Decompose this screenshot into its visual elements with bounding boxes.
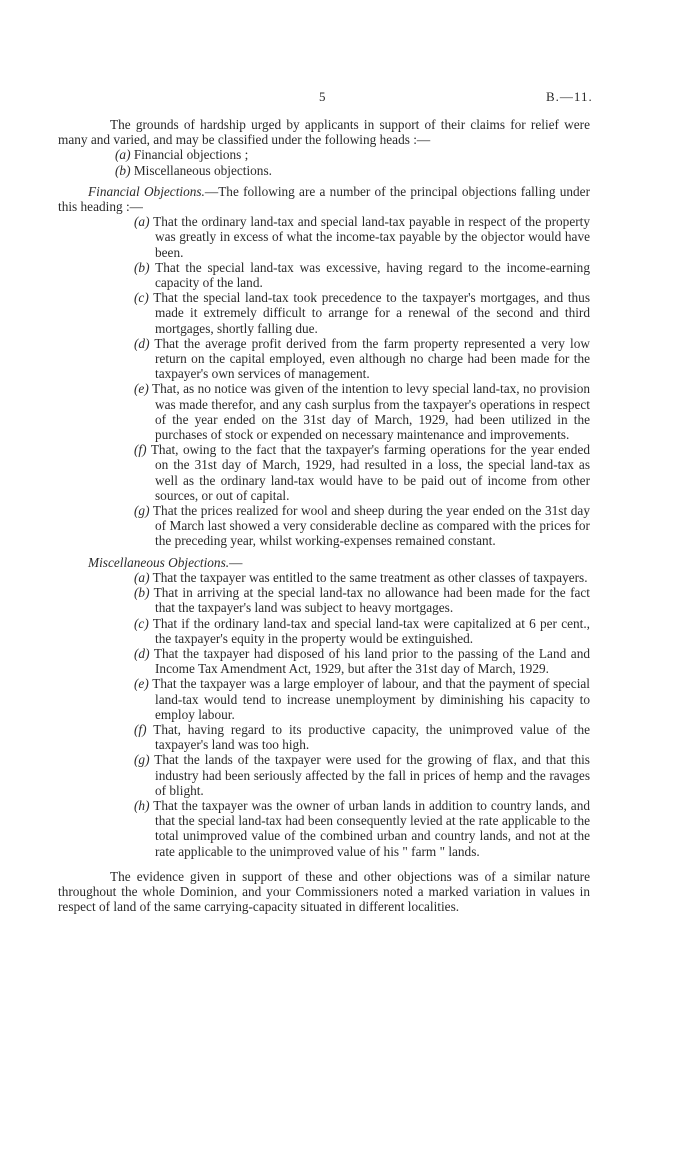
miscellaneous-heading-paragraph: Miscellaneous Objections.— <box>88 554 243 570</box>
list-item: (b) That the special land-tax was excessive, having regard to the income-earning capacity of the land. <box>134 259 590 291</box>
page-number: 5 <box>319 89 326 104</box>
list-item: (b) Miscellaneous objections. <box>115 162 272 178</box>
financial-objections-list <box>58 214 590 548</box>
list-item: (f) That, owing to the fact that the taxpayer's farming operations for the year ended on the 31st day of March, 1929, had resulted in a loss, the special land-tax as well as the ordinary land-tax would have to be paid out of income from other sources, or out of capital. <box>134 442 590 503</box>
list-item: (a) Financial objections ; <box>115 147 249 163</box>
list-item: (c) That if the ordinary land-tax and special land-tax were capitalized at 6 per cent., the taxpayer's equity in the property would be extinguished. <box>134 615 590 646</box>
list-item: (f) That, having regard to its productive capacity, the unimproved value of the taxpayer's land was too high. <box>134 721 590 753</box>
list-item: (a) That the taxpayer was entitled to the same treatment as other classes of taxpayers. <box>134 569 588 585</box>
list-item: (a) That the ordinary land-tax and special land-tax payable in respect of the property was greatly in excess of what the income-tax payable by the objector would have been. <box>134 214 591 260</box>
document-reference: B.—11. <box>546 89 593 104</box>
list-item: (h) That the taxpayer was the owner of urban lands in addition to country lands, and that the special land-tax had been consequently levied at the rate applicable to the total unimproved value of the combined urban and country lands, and not at the rate applicable to the unimproved value of his " farm " lands. <box>134 797 590 859</box>
list-item: (e) That the taxpayer was a large employer of labour, and that the payment of special land-tax would tend to increase unemployment by diminishing his capacity to employ labour. <box>134 676 590 722</box>
financial-heading-paragraph: Financial Objections.—The following are a number of the principal objections falling under this heading :— <box>58 183 590 215</box>
financial-section <box>58 184 590 549</box>
document-body <box>58 117 590 914</box>
list-item: (d) That the taxpayer had disposed of his land prior to the passing of the Land and Income Tax Amendment Act, 1929, but after the 31st day of March, 1929. <box>134 645 590 677</box>
miscellaneous-heading: Miscellaneous Objections. <box>88 554 230 570</box>
intro-paragraph: The grounds of hardship urged by applicants in support of their claims for relief were many and varied, and may be classified under the following heads :— <box>58 117 590 148</box>
closing-paragraph: The evidence given in support of these and other objections was of a similar nature throughout the whole Dominion, and your Commissioners noted a marked variation in values in respect of land of the same carrying-capacity situated in different localities. <box>58 868 590 915</box>
list-item: (c) That the special land-tax took precedence to the taxpayer's mortgages, and thus made it extremely difficult to arrange for a renewal of the second and third mortgages, shortly falling due. <box>134 290 590 336</box>
financial-heading: Financial Objections. <box>88 183 205 199</box>
list-item: (e) That, as no notice was given of the intention to levy special land-tax, no provision was made therefor, and any cash surplus from the taxpayer's operations in respect of the year ended on the 31st day of March, 1929, had been utilized in the purchases of stock or expended on necessary maintenance and improvements. <box>134 381 590 443</box>
list-item: (d) That the average profit derived from the farm property represented a very low return on the capital employed, even although no charge had been made for the taxpayer's own services of management. <box>134 335 590 382</box>
list-item: (g) That the lands of the taxpayer were used for the growing of flax, and that this industry had been seriously affected by the fall in prices of hemp and the ravages of blight. <box>134 752 590 798</box>
list-item: (g) That the prices realized for wool and sheep during the year ended on the 31st day of March last showed a very considerable decline as compared with the prices for the preceding year, whilst working-expenses remained constant. <box>134 503 590 549</box>
list-item: (b) That in arriving at the special land-tax no allowance had been made for the fact that the taxpayer's land was subject to heavy mortgages. <box>134 585 590 616</box>
miscellaneous-section <box>58 555 590 859</box>
heads-list <box>58 147 590 177</box>
miscellaneous-objections-list <box>58 570 590 859</box>
